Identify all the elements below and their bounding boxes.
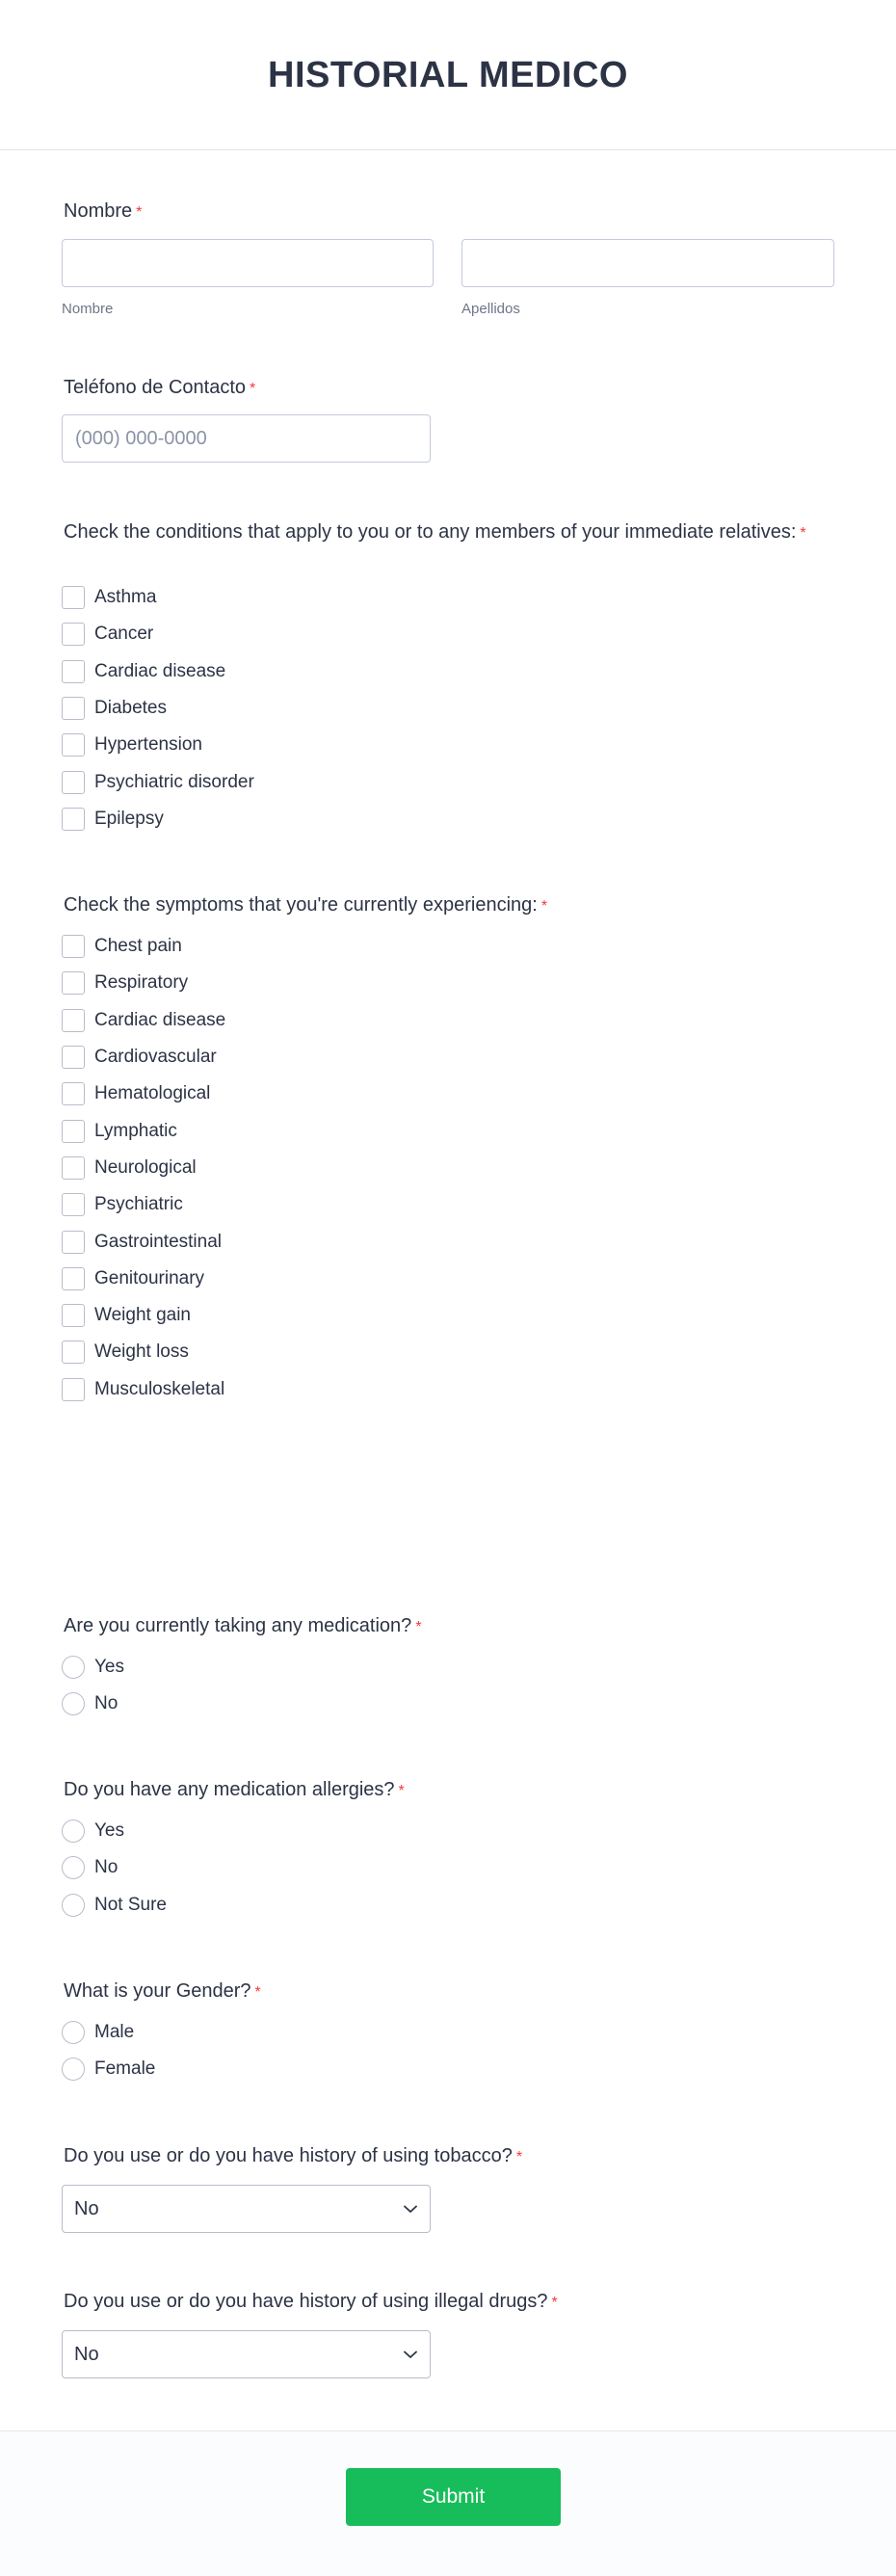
allergies-option[interactable]: Yes (62, 1813, 167, 1849)
checkbox[interactable] (62, 1193, 85, 1216)
conditions-option[interactable]: Hypertension (62, 727, 254, 763)
submit-button[interactable]: Submit (346, 2468, 561, 2526)
medication-question (64, 1613, 422, 1638)
name-question (64, 199, 142, 224)
checkbox[interactable] (62, 808, 85, 831)
last-name-input[interactable] (461, 239, 834, 287)
symptoms-option[interactable]: Gastrointestinal (62, 1223, 225, 1260)
symptoms-list (62, 928, 225, 1408)
conditions-question (64, 519, 825, 544)
medication-label: Are you currently taking any medication? (64, 1615, 412, 1636)
required-mark: * (398, 1783, 405, 1799)
gender-question (64, 1978, 261, 2004)
radio-button[interactable] (62, 1819, 85, 1843)
phone-group (62, 414, 431, 463)
conditions-option[interactable]: Cardiac disease (62, 653, 254, 690)
conditions-option[interactable]: Epilepsy (62, 801, 254, 837)
checkbox[interactable] (62, 1341, 85, 1364)
symptoms-option[interactable]: Lymphatic (62, 1112, 225, 1149)
checkbox[interactable] (62, 1009, 85, 1032)
tobacco-select-value: No (74, 2197, 99, 2219)
checkbox[interactable] (62, 771, 85, 794)
required-mark: * (254, 1984, 261, 2001)
allergies-option[interactable]: Not Sure (62, 1887, 167, 1924)
checkbox[interactable] (62, 1046, 85, 1069)
symptoms-option[interactable]: Genitourinary (62, 1261, 225, 1297)
required-mark: * (415, 1619, 422, 1635)
checkbox[interactable] (62, 1156, 85, 1180)
checkbox[interactable] (62, 1378, 85, 1401)
radio-button[interactable] (62, 2021, 85, 2044)
chevron-down-icon (403, 2347, 418, 2362)
symptoms-option[interactable]: Cardiac disease (62, 1002, 225, 1039)
symptoms-option[interactable]: Hematological (62, 1076, 225, 1112)
gender-options (62, 2014, 155, 2088)
checkbox[interactable] (62, 1120, 85, 1143)
first-name-sublabel: Nombre (62, 301, 114, 317)
required-mark: * (136, 204, 143, 221)
checkbox[interactable] (62, 586, 85, 609)
radio-button[interactable] (62, 1656, 85, 1679)
symptoms-option[interactable]: Cardiovascular (62, 1039, 225, 1076)
radio-button[interactable] (62, 1894, 85, 1917)
conditions-list (62, 579, 254, 837)
name-label: Nombre (64, 200, 133, 222)
checkbox[interactable] (62, 1267, 85, 1290)
gender-option[interactable]: Female (62, 2051, 155, 2087)
checkbox[interactable] (62, 697, 85, 720)
checkbox[interactable] (62, 623, 85, 646)
drugs-select-value: No (74, 2343, 99, 2365)
checkbox[interactable] (62, 1231, 85, 1254)
symptoms-option[interactable]: Neurological (62, 1150, 225, 1186)
medication-options (62, 1649, 124, 1723)
radio-button[interactable] (62, 1856, 85, 1879)
symptoms-option[interactable]: Weight gain (62, 1297, 225, 1334)
form-header (0, 0, 896, 150)
checkbox[interactable] (62, 1082, 85, 1105)
first-name-group (62, 239, 434, 317)
symptoms-option[interactable]: Weight loss (62, 1334, 225, 1370)
checkbox[interactable] (62, 1304, 85, 1327)
conditions-option[interactable]: Cancer (62, 616, 254, 652)
conditions-label: Check the conditions that apply to you or to any members of your immediate relatives: (64, 521, 797, 543)
checkbox[interactable] (62, 935, 85, 958)
required-mark: * (551, 2295, 558, 2311)
conditions-option[interactable]: Diabetes (62, 690, 254, 727)
medication-option[interactable]: Yes (62, 1649, 124, 1686)
checkbox[interactable] (62, 733, 85, 757)
last-name-sublabel: Apellidos (461, 301, 520, 317)
chevron-down-icon (403, 2201, 418, 2217)
phone-question (64, 375, 255, 400)
tobacco-label: Do you use or do you have history of using tobacco? (64, 2145, 513, 2166)
symptoms-option[interactable]: Psychiatric (62, 1186, 225, 1223)
first-name-input[interactable] (62, 239, 434, 287)
required-mark: * (540, 898, 548, 915)
required-mark: * (250, 381, 256, 397)
symptoms-option[interactable]: Musculoskeletal (62, 1371, 225, 1408)
required-mark: * (515, 2149, 523, 2165)
drugs-label: Do you use or do you have history of using illegal drugs? (64, 2291, 548, 2312)
gender-option[interactable]: Male (62, 2014, 155, 2051)
symptoms-option[interactable]: Respiratory (62, 965, 225, 1001)
form-footer (0, 2430, 896, 2576)
phone-input[interactable] (62, 414, 431, 463)
phone-placeholder: (000) 000-0000 (75, 427, 207, 449)
phone-label: Teléfono de Contacto (64, 377, 247, 398)
symptoms-label: Check the symptoms that you're currently experiencing: (64, 894, 538, 916)
radio-button[interactable] (62, 2058, 85, 2081)
page-title: HISTORIAL MEDICO (268, 55, 628, 95)
required-mark: * (800, 525, 806, 542)
checkbox[interactable] (62, 971, 85, 995)
tobacco-select[interactable] (62, 2185, 431, 2233)
medication-option[interactable]: No (62, 1686, 124, 1722)
checkbox[interactable] (62, 660, 85, 683)
last-name-group (461, 239, 834, 317)
conditions-option[interactable]: Psychiatric disorder (62, 763, 254, 800)
gender-label: What is your Gender? (64, 1980, 251, 2002)
conditions-option[interactable]: Asthma (62, 579, 254, 616)
symptoms-option[interactable]: Chest pain (62, 928, 225, 965)
symptoms-question (64, 892, 547, 917)
tobacco-question (64, 2143, 522, 2168)
drugs-question (64, 2289, 558, 2314)
allergies-option[interactable]: No (62, 1849, 167, 1886)
allergies-label: Do you have any medication allergies? (64, 1779, 395, 1800)
allergies-options (62, 1813, 167, 1924)
drugs-select[interactable] (62, 2330, 431, 2378)
radio-button[interactable] (62, 1692, 85, 1715)
allergies-question (64, 1777, 405, 1802)
